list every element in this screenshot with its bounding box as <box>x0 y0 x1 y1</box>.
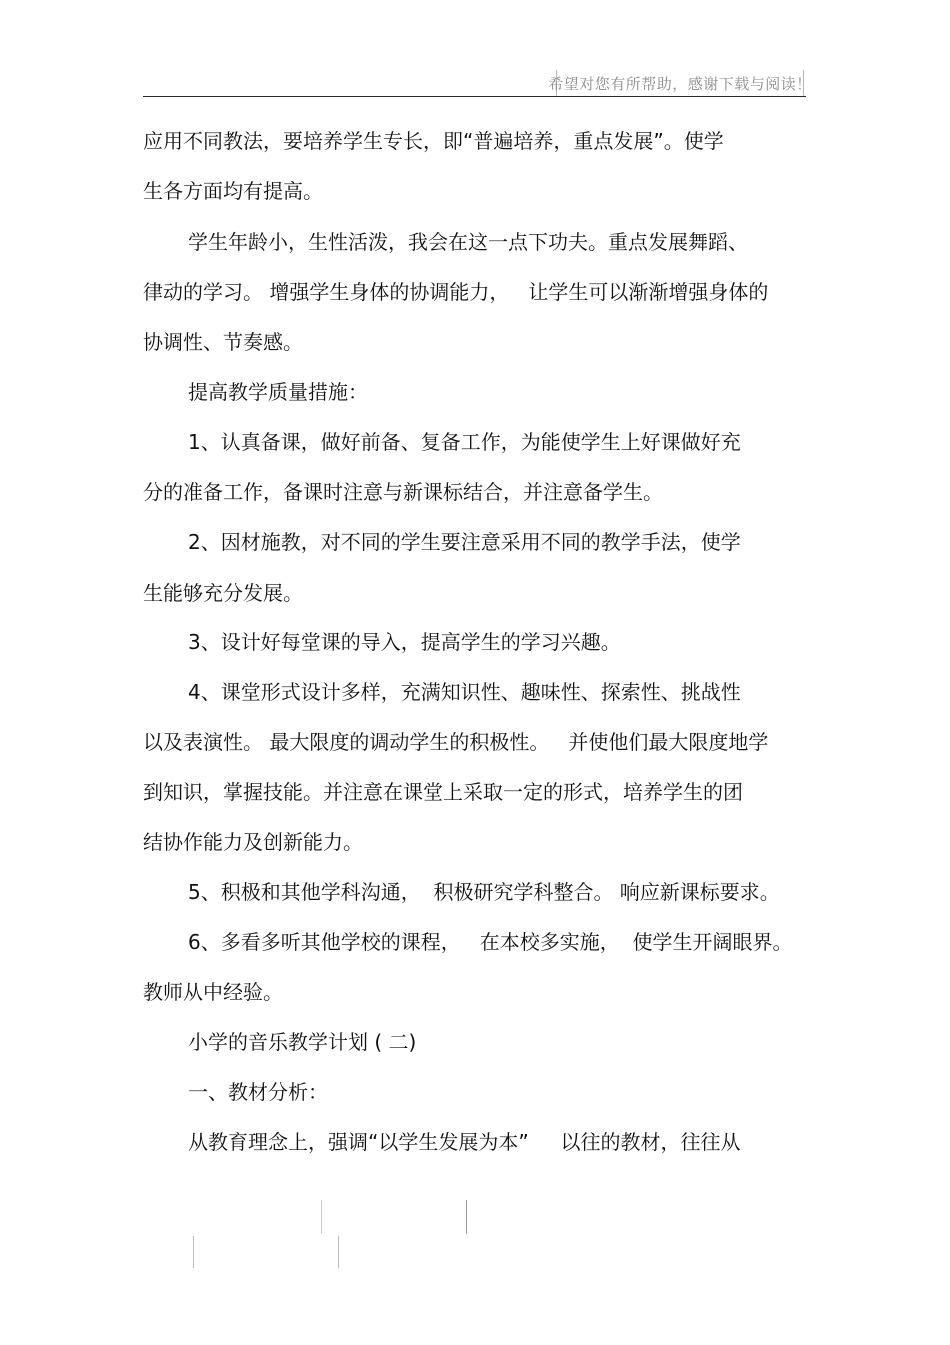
section-heading: 提高教学质量措施： <box>188 380 368 404</box>
scan-mark <box>321 1200 322 1234</box>
subsection-heading: 一、教材分析： <box>188 1080 328 1104</box>
section-title: 小学的音乐教学计划 ( 二) <box>188 1030 417 1054</box>
scan-mark <box>338 1236 339 1268</box>
text-line: 从教育理念上，强调“以学生发展为本” 以往的教材，往往从 <box>188 1130 741 1154</box>
text-line: 生能够充分发展。 <box>143 581 303 605</box>
text-line: 生各方面均有提高。 <box>143 179 323 203</box>
text-line: 律动的学习。 增强学生身体的协调能力， 让学生可以渐渐增强身体的 <box>143 280 769 304</box>
scan-mark <box>466 1200 467 1234</box>
text-line: 应用不同教法，要培养学生专长，即“普遍培养，重点发展”。使学 <box>143 129 724 153</box>
list-item-5: 5、积极和其他学科沟通， 积极研究学科整合。 响应新课标要求。 <box>188 880 780 904</box>
text-line: 学生年龄小，生性活泼，我会在这一点下功夫。重点发展舞蹈、 <box>188 230 748 254</box>
list-item-4: 4、课堂形式设计多样，充满知识性、趣味性、探索性、挑战性 <box>188 680 741 704</box>
list-item-3: 3、设计好每堂课的导入，提高学生的学习兴趣。 <box>188 630 621 654</box>
text-line: 到知识，掌握技能。并注意在课堂上采取一定的形式，培养学生的团 <box>143 780 743 804</box>
text-line: 以及表演性。 最大限度的调动学生的积极性。 并使他们最大限度地学 <box>143 730 769 754</box>
list-item-6: 6、多看多听其他学校的课程， 在本校多实施， 使学生开阔眼界。 <box>188 930 793 954</box>
header-divider <box>143 96 806 97</box>
text-line: 结协作能力及创新能力。 <box>143 830 363 854</box>
header-slogan: 希望对您有所帮助，感谢下载与阅读！ <box>556 70 804 96</box>
text-line: 协调性、节奏感。 <box>143 330 303 354</box>
text-line: 分的准备工作，备课时注意与新课标结合，并注意备学生。 <box>143 480 663 504</box>
list-item-1: 1、认真备课，做好前备、复备工作，为能使学生上好课做好充 <box>188 430 741 454</box>
scan-mark <box>193 1236 194 1268</box>
list-item-2: 2、因材施教，对不同的学生要注意采用不同的教学手法，使学 <box>188 530 741 554</box>
text-line: 教师从中经验。 <box>143 980 283 1004</box>
